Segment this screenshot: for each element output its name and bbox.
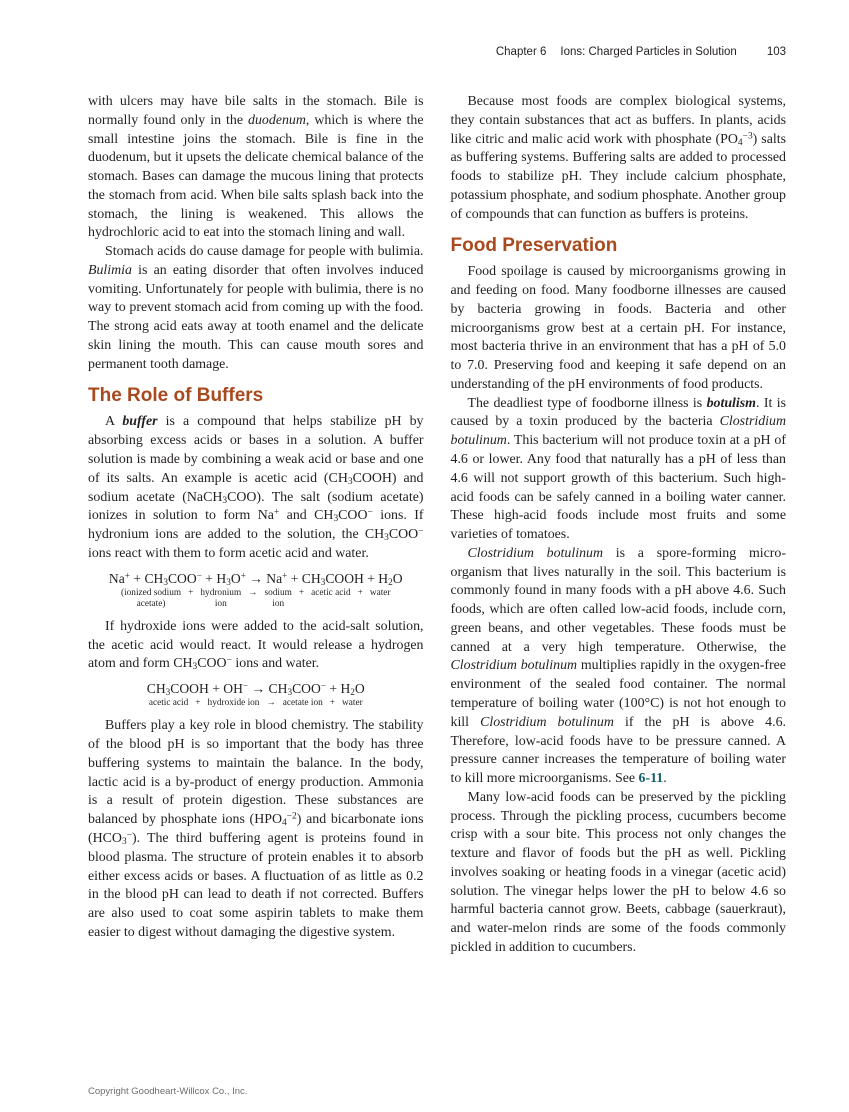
paragraph bbox=[88, 413, 424, 563]
text-run: multiplies rapidly in the oxygen-free environment of the sealed food container. The normal temperature of boiling water (100°C) is not hot enough to kill bbox=[450, 658, 786, 730]
text-run: ions react with them to form acetic acid and water. bbox=[88, 545, 369, 561]
equation-label-line: water bbox=[369, 587, 391, 598]
subscript: 2 bbox=[388, 576, 393, 587]
text-run: COO bbox=[167, 570, 197, 586]
text-run: Na bbox=[108, 570, 125, 586]
subscript: 3 bbox=[347, 476, 353, 487]
reaction-arrow: → bbox=[249, 570, 263, 586]
equation-label-line: + bbox=[188, 587, 194, 598]
text-run: Clostridium botulinum bbox=[467, 545, 603, 561]
chapter-label: Chapter 6 bbox=[495, 46, 547, 58]
subscript: 3 bbox=[163, 576, 168, 587]
superscript: − bbox=[320, 680, 326, 691]
subscript: 3 bbox=[121, 837, 127, 848]
text-run: is a compound that helps stabilize pH by absorbing excess acids or bases in a solution. A buffer solution is made by combining a weak acid or base and one of its salts. An example is acetic acid (CH bbox=[88, 414, 424, 486]
text-run: COOH) and sodium acetate (NaCH bbox=[88, 470, 424, 505]
text-run: Na bbox=[262, 570, 283, 586]
text-run: O bbox=[392, 570, 403, 586]
equation-label-line: hydroxide ion bbox=[207, 698, 260, 709]
subscript: 4 bbox=[281, 818, 287, 829]
equation-label-line: sodium bbox=[264, 587, 292, 598]
equation-label-line: + bbox=[195, 698, 201, 709]
text-run: + H bbox=[325, 681, 351, 697]
chemical-equation bbox=[88, 681, 424, 697]
superscript: + bbox=[240, 570, 246, 580]
text-run: if the pH is above 4.6. Therefore, low-acid foods have to be pressure canned. A pressure canner increases the temperature of boiling water to kill more microorganisms. See bbox=[450, 714, 786, 787]
equation-label-line: acetate ion bbox=[282, 698, 323, 709]
copyright-text: Copyright Goodheart-Willcox Co., Inc. bbox=[88, 1086, 248, 1097]
section-heading: Food Preservation bbox=[450, 235, 618, 257]
equation-label-line: → bbox=[266, 698, 276, 709]
paragraph bbox=[88, 93, 424, 243]
superscript: − bbox=[242, 680, 249, 691]
text-run: O bbox=[230, 570, 241, 586]
paragraph bbox=[451, 545, 787, 789]
text-run: COO). The salt (sodium acetate) ionizes in solution to form Na bbox=[88, 489, 424, 524]
text-run: O bbox=[354, 681, 365, 697]
reaction-arrow: → bbox=[251, 681, 266, 697]
equation-label bbox=[208, 698, 260, 709]
equation-label bbox=[188, 588, 193, 599]
equation-label bbox=[299, 588, 304, 599]
text-run: with ulcers may have bile salts in the stomach. Bile is normally found only in the bbox=[88, 94, 424, 128]
equation-label-line: + bbox=[329, 698, 336, 709]
text-run: COO bbox=[197, 656, 227, 672]
equation-label-line: ion bbox=[214, 598, 227, 609]
paragraph bbox=[88, 243, 424, 374]
equation-label-line: (ionized sodium bbox=[120, 587, 182, 598]
subscript: 4 bbox=[737, 137, 743, 148]
equation-label bbox=[330, 698, 335, 709]
equation-label-line: acetate) bbox=[136, 598, 166, 609]
text-run: ions and water. bbox=[231, 656, 320, 672]
equation-label bbox=[149, 698, 188, 709]
subscript: 3 bbox=[165, 687, 171, 698]
text-run: Buffers play a key role in blood chemistry. The stability of the blood pH is so important that the body has three buffering systems to maintain the balance. In the body, lactic acid is a by-product of energy production. Ammonia is a result of protein digestion. These substances are balanced by phosphate ions (HPO bbox=[88, 718, 424, 828]
text-run: The deadliest type of foodborne illness is bbox=[467, 395, 707, 411]
text-run: . It is caused by a toxin produced by the bacteria bbox=[450, 395, 786, 430]
equation-label-line: + bbox=[298, 587, 305, 598]
superscript: + bbox=[124, 570, 130, 580]
text-run: + CH bbox=[287, 570, 321, 586]
text-run: and CH bbox=[279, 508, 334, 524]
subscript: 2 bbox=[350, 687, 355, 698]
subscript: 3 bbox=[222, 495, 228, 506]
equation-label-line: ion bbox=[272, 598, 285, 609]
superscript: − bbox=[126, 830, 133, 841]
equation-label-line: hydronium bbox=[200, 587, 242, 598]
section-heading: The Role of Buffers bbox=[88, 385, 264, 407]
chapter-title: Ions: Charged Particles in Solution bbox=[560, 46, 737, 58]
superscript: − bbox=[196, 570, 202, 580]
paragraph bbox=[88, 618, 424, 674]
subscript: 3 bbox=[384, 533, 389, 544]
text-run: + CH bbox=[130, 570, 164, 586]
text-run: Clostridium botulinum bbox=[480, 714, 614, 730]
left-column bbox=[88, 93, 424, 958]
chemical-equation bbox=[88, 571, 424, 587]
equation-label bbox=[342, 698, 363, 709]
equation-label bbox=[358, 588, 363, 599]
page-number: 103 bbox=[766, 46, 786, 58]
text-run: CH bbox=[265, 681, 288, 697]
text-run: Stomach acids do cause damage for people with bulimia. bbox=[105, 244, 424, 260]
paragraph bbox=[451, 93, 787, 224]
text-run: , which is where the small intestine joins the stomach. Bile is fine in the duodenum, but it upsets the delicate chemical balance of the stomach. Bases can damage the mucous lining that protects the stomach from acid. When bile salts splash back into the stomach, the lining is weakened. This allows the hydrochloric acid to eat into the stomach lining and wall. bbox=[88, 112, 424, 241]
text-run: + H bbox=[201, 570, 227, 586]
text-run: Many low-acid foods can be preserved by the pickling process. Through the pickling process, cucumbers become crisp with a sour bite. This process not only changes the texture and flavor of foods but the pH as well. Pickling involves soaking or heating foods in a vinegar (acetic acid) solution. The vinegar helps lower the pH to below 4.6 so harmful bacteria cannot grow. Beets, cabbage (sauerkraut), and water-melon rinds are some of the foods commonly pickled in addition to cucumbers. bbox=[450, 789, 786, 955]
superscript: − bbox=[418, 526, 424, 537]
text-run: is an eating disorder that often involves induced vomiting. Unfortunately for people with bulimia, there is no way to prevent stomach acid from coming up with the food. The strong acid eats away at tooth enamel and the delicate skin lining the mouth. This can cause mouth sores and permanent tooth damage. bbox=[88, 262, 424, 372]
paragraph bbox=[451, 789, 787, 958]
equation-label bbox=[195, 698, 200, 709]
page-header bbox=[496, 46, 786, 58]
text-run: ) and bicarbonate ions (HCO bbox=[88, 812, 424, 846]
subscript: 3 bbox=[320, 576, 326, 587]
equation-label-line: water bbox=[342, 698, 363, 709]
right-column bbox=[451, 93, 787, 958]
text-run: COO bbox=[338, 508, 368, 524]
text-run: If hydroxide ions were added to the acid-salt solution, the acetic acid would react. It would release a hydrogen atom and form CH bbox=[88, 618, 424, 672]
text-run: CH bbox=[146, 681, 166, 697]
text-run: . bbox=[663, 771, 667, 787]
equation-label-line: + bbox=[357, 587, 363, 598]
subscript: 3 bbox=[226, 576, 231, 587]
text-run: botulism bbox=[706, 395, 756, 411]
paragraph bbox=[451, 263, 787, 394]
page-footer bbox=[88, 1086, 247, 1097]
superscript: −2 bbox=[286, 811, 297, 822]
text-run: ). The third buffering agent is proteins found in blood plasma. The structure of protein enables it to absorb either excess acids or bases. A fluctuation of as little as 0.2 in the blood pH can lead to death if not corrected. Buffers are also used to coat some aspirin tablets to make them easier to digest without damaging the digestive system. bbox=[88, 830, 424, 940]
content-columns bbox=[88, 93, 786, 958]
equation-label-line: acetic acid bbox=[148, 698, 189, 709]
text-run: COO bbox=[292, 681, 321, 697]
text-run: Clostridium botulinum bbox=[450, 658, 578, 674]
paragraph bbox=[451, 395, 787, 545]
equation-label bbox=[265, 588, 292, 610]
paragraph bbox=[88, 717, 424, 942]
subscript: 3 bbox=[192, 662, 198, 673]
superscript: + bbox=[282, 570, 288, 580]
text-run: buffer bbox=[122, 414, 158, 430]
text-run: COOH + H bbox=[325, 570, 389, 586]
equation-label bbox=[283, 698, 323, 709]
figure-reference-link[interactable]: 6-11 bbox=[638, 771, 664, 787]
equation-label bbox=[248, 588, 257, 599]
text-run: COO bbox=[388, 527, 419, 543]
text-run: Clostridium botulinum bbox=[450, 414, 786, 449]
text-run: . This bacterium will not produce toxin at a pH of 4.6 or lower. Any food that naturally has a pH of less than 4.6 will not support growth of this bacterium. Such high-acid foods can be safely canned in a boiling water canner. These high-acid foods include most fruits and some varieties of tomatoes. bbox=[450, 433, 786, 543]
superscript: − bbox=[226, 655, 232, 666]
equation-label bbox=[121, 588, 181, 610]
superscript: −3 bbox=[742, 130, 753, 141]
superscript: + bbox=[273, 507, 280, 518]
text-run: Because most foods are complex biological systems, they contain substances that act as buffers. In plants, acids like citric and malic acid work with phosphate (PO bbox=[450, 94, 786, 147]
equation-label bbox=[200, 588, 241, 610]
equation-label bbox=[266, 698, 275, 709]
text-run: duodenum bbox=[248, 112, 306, 128]
text-run: Bulimia bbox=[88, 262, 132, 278]
text-run: Food spoilage is caused by microorganisms growing in and feeding on food. Many foodborne illnesses are caused by bacteria growing in foods. Bacteria and other microorganisms grow best at a certain pH. For instance, most bacteria thrive in an environment that has a pH of 5.0 to 7.0. Preserving food and keeping it safe depend on an understanding of the pH environments of food products. bbox=[450, 264, 786, 392]
subscript: 3 bbox=[287, 687, 293, 698]
subscript: 3 bbox=[333, 514, 339, 525]
equation-label bbox=[311, 588, 350, 599]
superscript: − bbox=[367, 507, 373, 518]
text-run: is a spore-forming micro-organism that lives naturally in the soil. This bacterium is commonly found in many foods with a pH above 4.6. Such foods, which are often called low-acid foods, include corn, green beans, and other vegetables. These foods must be canned at a very high temperature. Otherwise, the bbox=[450, 545, 786, 655]
equation-labels bbox=[88, 588, 424, 610]
equation-labels bbox=[88, 698, 424, 709]
equation-label-line: → bbox=[248, 587, 258, 598]
text-run: A bbox=[105, 414, 123, 430]
equation-label-line: acetic acid bbox=[311, 587, 351, 598]
text-run: ) salts as buffering systems. Buffering salts are added to processed foods to stabilize pH. They include calcium phosphate, potassium phosphate, and sodium phosphate. Another group of compounds that can function as buffers is proteins. bbox=[450, 131, 786, 222]
text-run: COOH + OH bbox=[170, 681, 243, 697]
equation-label bbox=[370, 588, 391, 599]
text-run: ions. If hydronium ions are added to the solution, the CH bbox=[88, 508, 424, 543]
